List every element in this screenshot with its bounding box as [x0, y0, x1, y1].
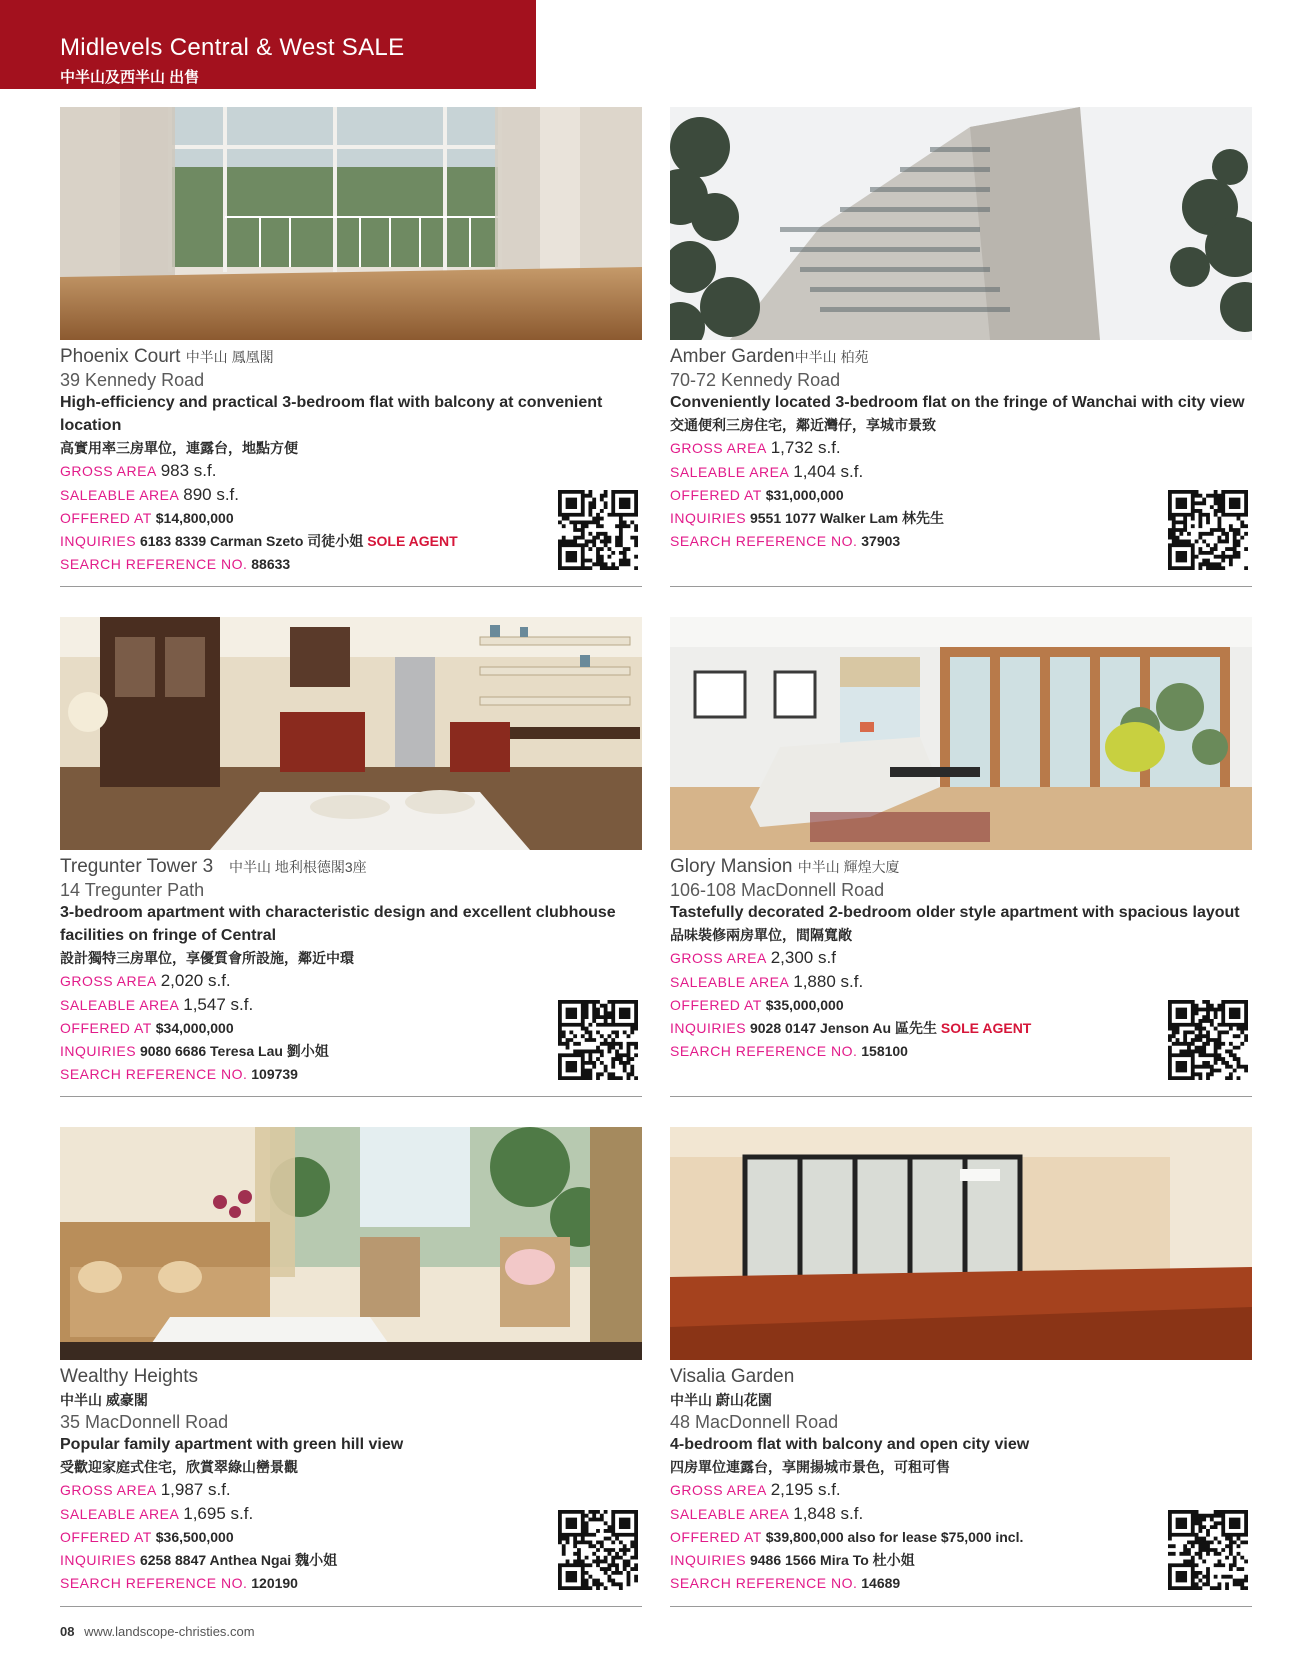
listing-info — [670, 1365, 1252, 1595]
qr-code-icon[interactable] — [558, 490, 638, 570]
search-reference-label: SEARCH REFERENCE NO. — [60, 1066, 248, 1082]
gross-area-row — [670, 1478, 1252, 1502]
offered-price-row — [670, 994, 1252, 1017]
gross-area-value: 2,020 s.f. — [160, 971, 231, 990]
property-description: 4-bedroom flat with balcony and open city view — [670, 1436, 1030, 1453]
gross-area-row — [60, 1478, 642, 1502]
card-divider — [60, 1606, 642, 1607]
offered-price-row — [670, 1526, 1252, 1549]
card-divider — [60, 1096, 642, 1097]
gross-area-label: GROSS AREA — [670, 1482, 767, 1498]
search-reference-label: SEARCH REFERENCE NO. — [670, 1043, 858, 1059]
search-reference-label: SEARCH REFERENCE NO. — [60, 556, 248, 572]
card-divider — [670, 1096, 1252, 1097]
search-reference-number: 37903 — [861, 533, 901, 549]
saleable-area-row — [670, 970, 1252, 994]
qr-code-icon[interactable] — [1168, 1000, 1248, 1080]
property-name[interactable]: Phoenix Court 中半山 鳳凰閣 — [60, 346, 274, 367]
inquiries-row — [60, 530, 642, 553]
offered-price: $35,000,000 — [765, 997, 844, 1013]
search-reference-row — [60, 553, 642, 576]
search-reference-row — [670, 1040, 1252, 1063]
inquiries-row — [670, 1549, 1252, 1572]
website-link[interactable]: www.landscope-christies.com — [84, 1624, 255, 1639]
property-photo[interactable] — [670, 1127, 1252, 1360]
property-description-chinese: 四房單位連露台，享開揚城市景色，可租可售 — [670, 1459, 950, 1475]
inquiries-contact[interactable]: 6258 8847 Anthea Ngai 魏小姐 — [139, 1552, 338, 1568]
search-reference-number: 120190 — [251, 1575, 298, 1591]
property-name-chinese: 中半山 地利根德閣3座 — [228, 859, 367, 875]
offered-price: $34,000,000 — [155, 1020, 234, 1036]
property-description-chinese: 設計獨特三房單位，享優質會所設施，鄰近中環 — [60, 950, 354, 966]
gross-area-value: 1,732 s.f. — [770, 438, 841, 457]
inquiries-label: INQUIRIES — [670, 1552, 747, 1568]
gross-area-value: 2,300 s.f — [770, 948, 836, 967]
saleable-area-row — [670, 460, 1252, 484]
saleable-area-value: 1,880 s.f. — [793, 972, 864, 991]
page-number: 08 — [60, 1624, 75, 1639]
property-description: Tastefully decorated 2-bedroom older style apartment with spacious layout — [670, 904, 1240, 921]
property-name[interactable]: Visalia Garden — [670, 1366, 795, 1387]
saleable-area-value: 1,547 s.f. — [183, 995, 254, 1014]
listing-card[interactable] — [60, 107, 642, 587]
offered-label: OFFERED AT — [60, 1529, 152, 1545]
saleable-area-value: 1,695 s.f. — [183, 1504, 254, 1523]
offered-label: OFFERED AT — [670, 997, 762, 1013]
search-reference-label: SEARCH REFERENCE NO. — [670, 1575, 858, 1591]
saleable-area-value: 1,848 s.f. — [793, 1504, 864, 1523]
inquiries-contact[interactable]: 9486 1566 Mira To 杜小姐 — [749, 1552, 915, 1568]
saleable-area-value: 890 s.f. — [183, 485, 239, 504]
inquiries-contact[interactable]: 9080 6686 Teresa Lau 劉小姐 — [139, 1043, 329, 1059]
offered-price-row — [60, 1526, 642, 1549]
saleable-area-row — [670, 1502, 1252, 1526]
saleable-area-label: SALEABLE AREA — [670, 1506, 790, 1522]
search-reference-number: 88633 — [251, 556, 291, 572]
gross-area-label: GROSS AREA — [60, 463, 157, 479]
offered-price: $14,800,000 — [155, 510, 234, 526]
listing-info — [670, 855, 1252, 1063]
saleable-area-label: SALEABLE AREA — [60, 1506, 180, 1522]
property-name-chinese: 中半山 威豪閣 — [60, 1392, 148, 1408]
qr-code-icon[interactable] — [558, 1510, 638, 1590]
offered-label: OFFERED AT — [60, 1020, 152, 1036]
gross-area-label: GROSS AREA — [60, 973, 157, 989]
property-description-chinese: 受歡迎家庭式住宅，欣賞翠綠山巒景觀 — [60, 1459, 298, 1475]
section-header — [0, 0, 536, 89]
listing-info — [60, 1365, 642, 1595]
property-name[interactable]: Amber Garden中半山 柏苑 — [670, 346, 869, 367]
search-reference-label: SEARCH REFERENCE NO. — [670, 533, 858, 549]
search-reference-row — [60, 1572, 642, 1595]
offered-price: $39,800,000 also for lease $75,000 incl. — [765, 1529, 1024, 1545]
qr-code-icon[interactable] — [1168, 1510, 1248, 1590]
property-address: 14 Tregunter Path — [60, 880, 205, 900]
search-reference-row — [60, 1063, 642, 1086]
property-description: 3-bedroom apartment with characteristic design and excellent clubhouse facilities on fringe of Central — [60, 904, 616, 944]
section-title: Midlevels Central & West SALE — [60, 34, 405, 61]
offered-price: $36,500,000 — [155, 1529, 234, 1545]
property-description-chinese: 交通便利三房住宅，鄰近灣仔，享城市景致 — [670, 417, 936, 433]
offered-price-row — [60, 1017, 642, 1040]
listing-card[interactable] — [60, 1127, 642, 1607]
inquiries-label: INQUIRIES — [60, 533, 137, 549]
search-reference-number: 14689 — [861, 1575, 901, 1591]
property-photo[interactable] — [670, 617, 1252, 850]
property-address: 48 MacDonnell Road — [670, 1412, 839, 1432]
property-address: 106-108 MacDonnell Road — [670, 880, 885, 900]
card-divider — [670, 586, 1252, 587]
property-address: 70-72 Kennedy Road — [670, 370, 841, 390]
gross-area-row — [60, 969, 642, 993]
saleable-area-row — [60, 1502, 642, 1526]
property-name-chinese: 中半山 輝煌大廈 — [797, 859, 900, 875]
saleable-area-row — [60, 993, 642, 1017]
property-description: Popular family apartment with green hill view — [60, 1436, 404, 1453]
inquiries-contact[interactable]: 9028 0147 Jenson Au 區先生 — [749, 1020, 937, 1036]
listing-card[interactable] — [670, 1127, 1252, 1607]
gross-area-value: 2,195 s.f. — [770, 1480, 841, 1499]
inquiries-row — [670, 507, 1252, 530]
listing-card[interactable] — [60, 617, 642, 1097]
gross-area-label: GROSS AREA — [60, 1482, 157, 1498]
saleable-area-label: SALEABLE AREA — [60, 997, 180, 1013]
search-reference-row — [670, 530, 1252, 553]
offered-price: $31,000,000 — [765, 487, 844, 503]
card-divider — [670, 1606, 1252, 1607]
search-reference-label: SEARCH REFERENCE NO. — [60, 1575, 248, 1591]
section-title-chinese: 中半山及西半山 出售 — [60, 69, 200, 86]
gross-area-row — [60, 459, 642, 483]
gross-area-row — [670, 946, 1252, 970]
saleable-area-label: SALEABLE AREA — [670, 464, 790, 480]
search-reference-row — [670, 1572, 1252, 1595]
search-reference-number: 158100 — [861, 1043, 908, 1059]
inquiries-row — [60, 1040, 642, 1063]
inquiries-label: INQUIRIES — [670, 510, 747, 526]
offered-label: OFFERED AT — [670, 1529, 762, 1545]
gross-area-value: 1,987 s.f. — [160, 1480, 231, 1499]
qr-code-icon[interactable] — [558, 1000, 638, 1080]
property-photo[interactable] — [60, 107, 642, 340]
property-name[interactable]: Wealthy Heights — [60, 1366, 198, 1387]
inquiries-label: INQUIRIES — [60, 1043, 137, 1059]
property-photo[interactable] — [60, 617, 642, 850]
search-reference-number: 109739 — [251, 1066, 298, 1082]
property-description: High-efficiency and practical 3-bedroom flat with balcony at convenient location — [60, 394, 603, 434]
listing-info — [60, 855, 642, 1086]
listing-card[interactable] — [670, 617, 1252, 1097]
listing-info — [670, 345, 1252, 553]
inquiries-label: INQUIRIES — [60, 1552, 137, 1568]
gross-area-label: GROSS AREA — [670, 950, 767, 966]
saleable-area-row — [60, 483, 642, 507]
property-name[interactable]: Glory Mansion 中半山 輝煌大廈 — [670, 856, 900, 877]
property-address: 35 MacDonnell Road — [60, 1412, 229, 1432]
saleable-area-label: SALEABLE AREA — [670, 974, 790, 990]
gross-area-value: 983 s.f. — [160, 461, 217, 480]
property-name-chinese: 中半山 鳳凰閣 — [185, 349, 274, 365]
saleable-area-label: SALEABLE AREA — [60, 487, 180, 503]
property-photo[interactable] — [60, 1127, 642, 1360]
page-footer — [60, 1624, 255, 1639]
offered-label: OFFERED AT — [670, 487, 762, 503]
property-description-chinese: 高實用率三房單位，連露台，地點方便 — [60, 440, 298, 456]
listing-info — [60, 345, 642, 576]
property-address: 39 Kennedy Road — [60, 370, 205, 390]
property-photo[interactable] — [670, 107, 1252, 340]
property-name-chinese: 中半山 柏苑 — [794, 349, 869, 365]
property-description: Conveniently located 3-bedroom flat on the fringe of Wanchai with city view — [670, 394, 1245, 411]
property-name-chinese: 中半山 蔚山花園 — [670, 1392, 772, 1408]
property-name[interactable]: Tregunter Tower 3 中半山 地利根德閣3座 — [60, 856, 367, 877]
inquiries-label: INQUIRIES — [670, 1020, 747, 1036]
inquiries-row — [670, 1017, 1252, 1040]
inquiries-contact[interactable]: 9551 1077 Walker Lam 林先生 — [749, 510, 944, 526]
inquiries-contact[interactable]: 6183 8339 Carman Szeto 司徒小姐 — [139, 533, 364, 549]
offered-price-row — [60, 507, 642, 530]
sole-agent-badge: SOLE AGENT — [367, 533, 458, 549]
offered-price-row — [670, 484, 1252, 507]
card-divider — [60, 586, 642, 587]
property-description-chinese: 品味裝修兩房單位，間隔寬敞 — [670, 927, 852, 943]
gross-area-label: GROSS AREA — [670, 440, 767, 456]
qr-code-icon[interactable] — [1168, 490, 1248, 570]
saleable-area-value: 1,404 s.f. — [793, 462, 864, 481]
inquiries-row — [60, 1549, 642, 1572]
listing-card[interactable] — [670, 107, 1252, 587]
gross-area-row — [670, 436, 1252, 460]
offered-label: OFFERED AT — [60, 510, 152, 526]
sole-agent-badge: SOLE AGENT — [940, 1020, 1032, 1036]
